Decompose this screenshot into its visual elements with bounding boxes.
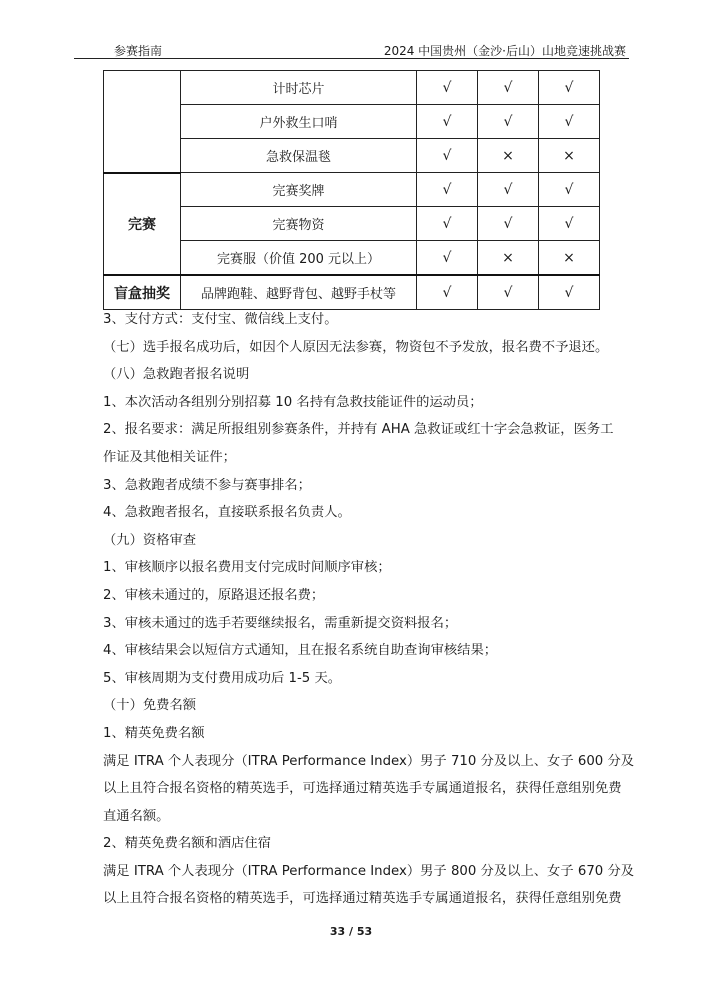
table-cell-mark: × — [539, 139, 600, 173]
table-row — [104, 71, 600, 105]
table-cell-category: 完赛 — [104, 173, 181, 276]
page-current: 33 — [329, 925, 346, 938]
table-cell-mark: × — [478, 139, 539, 173]
table-cell-mark: √ — [478, 275, 539, 310]
table-cell-mark: √ — [539, 105, 600, 139]
table-cell-category: 盲盒抽奖 — [104, 275, 181, 310]
paragraph: 3、急救跑者成绩不参与赛事排名； — [103, 477, 311, 493]
page-total: 53 — [356, 925, 373, 938]
table-cell-mark: √ — [417, 105, 478, 139]
paragraph: 5、审核周期为支付费用成功后 1-5 天。 — [103, 670, 342, 686]
table-cell-category — [104, 71, 181, 173]
page-number — [0, 925, 702, 938]
table-cell-mark: √ — [417, 173, 478, 207]
header-right: 2024 中国贵州（金沙·后山）山地竞速挑战赛 — [383, 44, 626, 58]
table-cell-mark: √ — [539, 173, 600, 207]
paragraph: 2、精英免费名额和酒店住宿 — [103, 836, 272, 852]
paragraph: 1、审核顺序以报名费用支付完成时间顺序审核； — [103, 560, 391, 576]
table-cell-mark: × — [478, 241, 539, 276]
page-separator: / — [348, 925, 354, 938]
paragraph: （十）免费名额 — [103, 698, 197, 714]
paragraph: 2、审核未通过的，原路退还报名费； — [103, 587, 325, 603]
table-cell-mark: √ — [478, 105, 539, 139]
paragraph: 以上且符合报名资格的精英选手，可选择通过精英选手专属通道报名，获得任意组别免费 — [103, 781, 622, 797]
table-cell-mark: √ — [417, 207, 478, 241]
header-left: 参赛指南 — [114, 44, 163, 58]
table-cell-mark: √ — [539, 207, 600, 241]
table-row — [104, 173, 600, 207]
paragraph: 1、本次活动各组别分别招募 10 名持有急救技能证件的运动员； — [103, 394, 483, 410]
paragraph: 直通名额。 — [103, 808, 170, 824]
paragraph: 4、审核结果会以短信方式通知，且在报名系统自助查询审核结果； — [103, 643, 498, 659]
paragraph: 4、急救跑者报名，直接联系报名负责人。 — [103, 505, 351, 521]
paragraph: 3、审核未通过的选手若要继续报名，需重新提交资料报名； — [103, 615, 458, 631]
table-cell-mark: √ — [539, 275, 600, 310]
table-row — [104, 275, 600, 310]
table-cell-mark: √ — [478, 173, 539, 207]
paragraph: 满足 ITRA 个人表现分（ITRA Performance Index）男子 800 分及以上、女子 670 分及 — [103, 863, 635, 879]
table-cell-mark: √ — [417, 71, 478, 105]
table-cell-item: 完赛服（价值 200 元以上） — [181, 241, 417, 276]
table-cell-item: 急救保温毯 — [181, 139, 417, 173]
paragraph: （八）急救跑者报名说明 — [103, 367, 250, 383]
table-cell-item: 完赛物资 — [181, 207, 417, 241]
table-cell-mark: × — [539, 241, 600, 276]
table-cell-item: 品牌跑鞋、越野背包、越野手杖等 — [181, 275, 417, 310]
header-divider — [74, 58, 629, 59]
paragraph: 1、精英免费名额 — [103, 725, 205, 741]
table-cell-mark: √ — [478, 71, 539, 105]
body-text — [103, 306, 633, 913]
table-cell-item: 计时芯片 — [181, 71, 417, 105]
table-cell-mark: √ — [417, 275, 478, 310]
paragraph: 以上且符合报名资格的精英选手，可选择通过精英选手专属通道报名，获得任意组别免费 — [103, 891, 622, 907]
table-cell-mark: √ — [478, 207, 539, 241]
paragraph: 3、支付方式：支付宝、微信线上支付。 — [103, 312, 338, 327]
paragraph: 作证及其他相关证件； — [103, 449, 236, 465]
table-cell-mark: √ — [417, 139, 478, 173]
kit-table — [103, 70, 600, 310]
paragraph: （九）资格审查 — [103, 532, 197, 548]
table-cell-mark: √ — [539, 71, 600, 105]
table-cell-mark: √ — [417, 241, 478, 276]
table-cell-item: 完赛奖牌 — [181, 173, 417, 207]
paragraph: （七）选手报名成功后，如因个人原因无法参赛，物资包不予发放，报名费不予退还。 — [103, 339, 609, 355]
paragraph: 满足 ITRA 个人表现分（ITRA Performance Index）男子 710 分及以上、女子 600 分及 — [103, 753, 635, 769]
table-cell-item: 户外救生口哨 — [181, 105, 417, 139]
paragraph: 2、报名要求：满足所报组别参赛条件，并持有 AHA 急救证或红十字会急救证，医务工 — [103, 422, 614, 438]
